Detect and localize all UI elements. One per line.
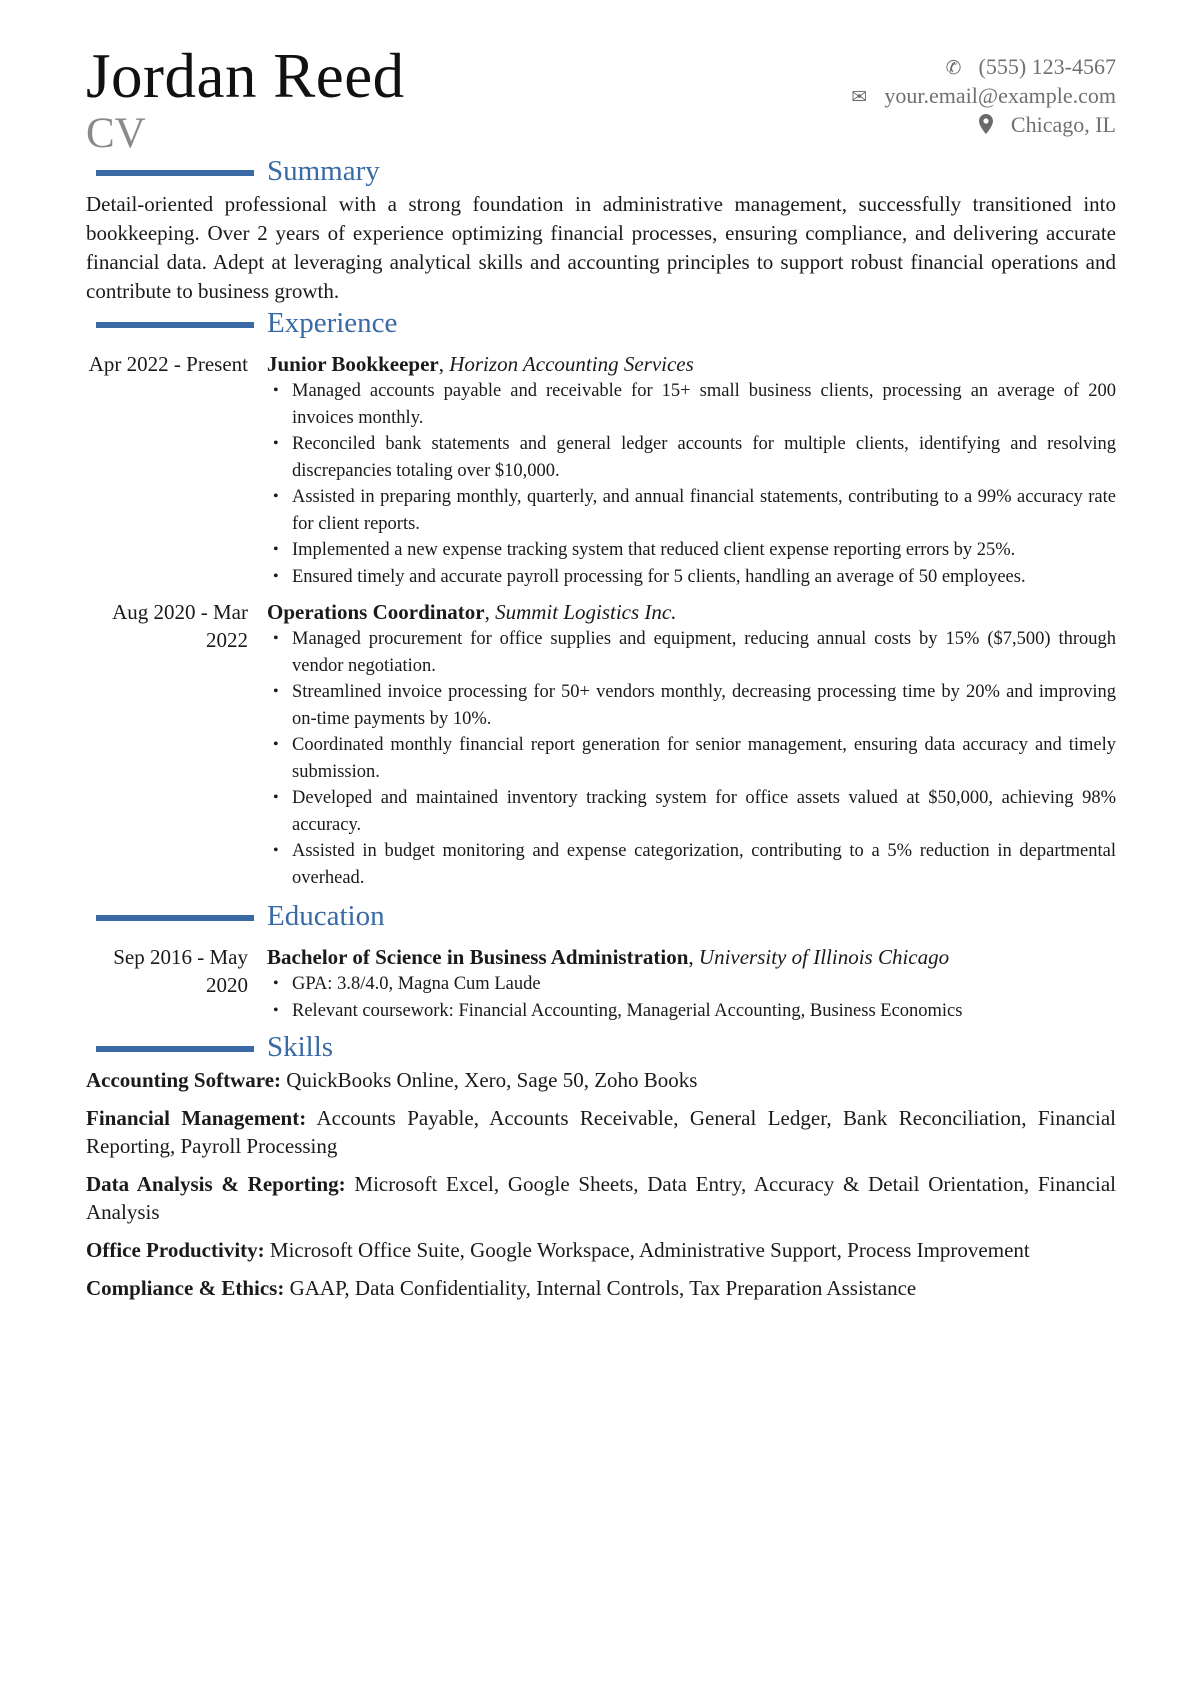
bullet-item: • Reconciled bank statements and general ledger accounts for multiple clients, identifying and resolving discrepancies totaling over $10,000. xyxy=(267,431,1116,484)
cv-page xyxy=(86,40,1116,1312)
skill-category: Financial Management: xyxy=(86,1106,307,1130)
contact-phone xyxy=(844,52,1116,81)
document-label: CV xyxy=(86,110,146,157)
phone-text: (555) 123-4567 xyxy=(978,54,1116,79)
skills-list xyxy=(86,1066,1116,1302)
employer: Horizon Accounting Services xyxy=(449,352,694,376)
skills-heading xyxy=(86,1032,1116,1066)
skill-row xyxy=(86,1170,1116,1226)
bullet-item: • Assisted in budget monitoring and expense categorization, contributing to a 5% reduction in departmental overhead. xyxy=(267,838,1116,891)
skill-row xyxy=(86,1104,1116,1160)
skill-category: Accounting Software: xyxy=(86,1068,282,1092)
bullet-item: • Coordinated monthly financial report generation for senior management, ensuring data accuracy and timely submission. xyxy=(267,732,1116,785)
section-rule xyxy=(96,1046,254,1052)
bullet-item: • Managed accounts payable and receivable for 15+ small business clients, processing an average of 200 invoices monthly. xyxy=(267,378,1116,431)
entry-date: Apr 2022 - Present xyxy=(88,352,248,376)
skill-text: GAAP, Data Confidentiality, Internal Controls, Tax Preparation Assistance xyxy=(289,1276,917,1300)
person-name: Jordan Reed xyxy=(86,41,405,111)
bullet-list xyxy=(267,378,1116,590)
contact-email[interactable] xyxy=(844,81,1116,110)
skill-category: Compliance & Ethics: xyxy=(86,1276,285,1300)
skill-text: QuickBooks Online, Xero, Sage 50, Zoho Books xyxy=(286,1068,698,1092)
section-title: Experience xyxy=(267,307,398,339)
skill-category: Data Analysis & Reporting: xyxy=(86,1172,346,1196)
section-title: Skills xyxy=(267,1031,334,1063)
entry-body xyxy=(267,943,1116,1024)
experience-entry xyxy=(86,598,1116,891)
entry-title: Bachelor of Science in Business Administration, University of Illinois Chicago xyxy=(267,945,950,969)
bullet-item: • Developed and maintained inventory tracking system for office assets valued at $50,000, achieving 98% accuracy. xyxy=(267,785,1116,838)
envelope-icon: ✉ xyxy=(851,86,868,108)
employer: Summit Logistics Inc. xyxy=(495,600,677,624)
bullet-item: • Managed procurement for office supplies and equipment, reducing annual costs by 15% ($7,500) through vendor negotiation. xyxy=(267,626,1116,679)
job-role: Operations Coordinator xyxy=(267,600,485,624)
contact-block xyxy=(844,52,1116,139)
skill-row xyxy=(86,1274,1116,1302)
summary-heading xyxy=(86,156,1116,190)
phone-icon: ✆ xyxy=(945,57,962,79)
contact-location xyxy=(844,110,1116,139)
skill-text: Microsoft Office Suite, Google Workspace, Administrative Support, Process Improvement xyxy=(269,1238,1030,1262)
location-text: Chicago, IL xyxy=(1010,112,1116,137)
bullet-list xyxy=(267,626,1116,891)
entry-body xyxy=(267,350,1116,590)
section-title: Summary xyxy=(267,155,380,187)
job-role: Junior Bookkeeper xyxy=(267,352,439,376)
entry-body xyxy=(267,598,1116,891)
skill-text: Accounts Payable, Accounts Receivable, General Ledger, Bank Reconciliation, Financial Reporting, Payroll Processing xyxy=(86,1106,1117,1158)
email-text[interactable]: your.email@example.com xyxy=(884,83,1116,108)
skill-category: Office Productivity: xyxy=(86,1238,265,1262)
section-title: Education xyxy=(267,900,385,932)
experience-heading xyxy=(86,308,1116,342)
section-rule xyxy=(96,170,254,176)
bullet-item: • Relevant coursework: Financial Accounting, Managerial Accounting, Business Economics xyxy=(267,998,1116,1025)
degree: Bachelor of Science in Business Administration xyxy=(267,945,689,969)
skill-text: Microsoft Excel, Google Sheets, Data Entry, Accuracy & Detail Orientation, Financial Analysis xyxy=(86,1172,1117,1224)
bullet-item: • Implemented a new expense tracking system that reduced client expense reporting errors by 25%. xyxy=(267,537,1116,564)
entry-date: Sep 2016 - May 2020 xyxy=(113,945,248,997)
bullet-item: • Assisted in preparing monthly, quarterly, and annual financial statements, contributing to a 99% accuracy rate for client reports. xyxy=(267,484,1116,537)
skill-row xyxy=(86,1236,1116,1264)
entry-title: Junior Bookkeeper, Horizon Accounting Services xyxy=(267,352,694,376)
section-rule xyxy=(96,322,254,328)
summary-text: Detail-oriented professional with a strong foundation in administrative management, successfully transitioned into bookkeeping. Over 2 years of experience optimizing financial processes, ensuring compliance, and delivering accurate financial data. Adept at leveraging analytical skills and accounting principles to support robust financial operations and contribute to business growth. xyxy=(86,192,1116,303)
education-entry xyxy=(86,943,1116,1024)
bullet-list xyxy=(267,971,1116,1024)
school: University of Illinois Chicago xyxy=(698,945,950,969)
skill-row xyxy=(86,1066,1116,1094)
bullet-item: • Ensured timely and accurate payroll processing for 5 clients, handling an average of 50 employees. xyxy=(267,564,1116,591)
map-marker-icon xyxy=(971,112,1001,141)
education-heading xyxy=(86,901,1116,935)
cv-header xyxy=(86,40,1116,156)
bullet-item: • Streamlined invoice processing for 50+ vendors monthly, decreasing processing time by 20% and improving on-time payments by 10%. xyxy=(267,679,1116,732)
entry-date: Aug 2020 - Mar 2022 xyxy=(112,600,248,652)
experience-entry xyxy=(86,350,1116,590)
bullet-item: • GPA: 3.8/4.0, Magna Cum Laude xyxy=(267,971,1116,998)
entry-title: Operations Coordinator, Summit Logistics Inc. xyxy=(267,600,677,624)
section-rule xyxy=(96,915,254,921)
